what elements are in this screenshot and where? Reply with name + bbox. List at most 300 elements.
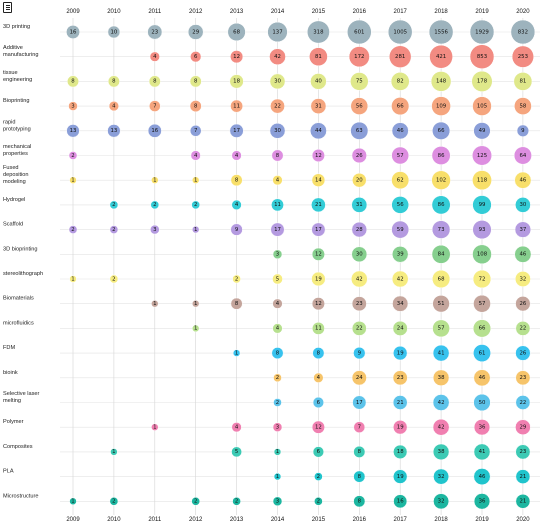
- bubble: [392, 172, 409, 189]
- bubble: [432, 171, 451, 190]
- bubble: [515, 172, 531, 188]
- bubble-value: 1: [71, 177, 75, 184]
- bubble: [473, 97, 492, 116]
- bubble-value: 57: [478, 301, 486, 307]
- bubble: [429, 20, 453, 44]
- bubble: [311, 198, 325, 212]
- bubble: [69, 151, 77, 159]
- bubble-value: 1: [193, 325, 198, 332]
- bubble-value: 72: [478, 276, 486, 283]
- row-label-line: Polymer: [3, 419, 24, 426]
- bubble: [232, 151, 242, 161]
- bubble-value: 22: [519, 325, 527, 332]
- bubble: [67, 124, 80, 137]
- bubble-value: 31: [355, 202, 363, 209]
- bubble: [151, 177, 158, 184]
- bubble: [517, 125, 529, 137]
- bubble: [110, 201, 118, 209]
- bubble: [192, 300, 199, 307]
- bubble-value: 30: [274, 128, 281, 135]
- bubble-value: 13: [110, 128, 118, 135]
- bubble-value: 1: [112, 449, 116, 456]
- row-label: [3, 469, 14, 475]
- bubble-value: 21: [396, 399, 404, 406]
- row-label-line: stereolithograph: [3, 271, 44, 277]
- row-label-line: FDM: [3, 345, 16, 352]
- row-label-line: microfluidics: [3, 320, 34, 327]
- row-label-line: modeling: [3, 179, 26, 186]
- bubble: [313, 347, 324, 358]
- axis-labels: [66, 9, 530, 523]
- row-label-line: Biomaterials: [3, 295, 34, 302]
- bubble: [473, 295, 490, 312]
- bubble-value: 46: [478, 375, 486, 382]
- bubble-value: 17: [274, 226, 281, 233]
- bubble: [389, 46, 411, 68]
- bubble: [190, 125, 201, 136]
- bubble-value: 12: [314, 424, 322, 431]
- year-label-top: 2019: [475, 9, 489, 15]
- bubble-value: 30: [519, 202, 527, 209]
- year-label-top: 2015: [311, 9, 326, 15]
- bubble: [388, 20, 412, 44]
- bubble-value: 1: [234, 350, 239, 357]
- bubble: [151, 424, 158, 431]
- row-label-line: manufacturing: [3, 52, 39, 59]
- bubble: [474, 370, 490, 386]
- bubble-value: 29: [519, 424, 527, 431]
- bubble-value: 7: [193, 128, 198, 135]
- bubble-value: 42: [437, 399, 445, 406]
- bubble: [392, 246, 408, 262]
- bubble: [474, 122, 491, 139]
- bubble: [392, 221, 409, 238]
- bubble-value: 1: [71, 498, 75, 505]
- bubble: [514, 72, 532, 90]
- bubble-value: 56: [355, 103, 363, 110]
- year-label-bottom: 2011: [148, 517, 162, 523]
- bubble: [231, 447, 241, 457]
- bubble: [69, 226, 77, 234]
- bubble: [433, 469, 448, 484]
- bubble: [188, 24, 203, 39]
- bubble: [151, 300, 158, 307]
- bubble: [516, 371, 530, 385]
- bubble: [432, 221, 450, 239]
- bubble: [273, 324, 283, 334]
- row-label: [3, 391, 40, 404]
- bubble-value: 21: [519, 473, 527, 480]
- bubble: [151, 201, 159, 209]
- bubble-value: 19: [396, 350, 404, 357]
- bubble-value: 41: [437, 350, 445, 357]
- bubble: [270, 74, 285, 89]
- bubble: [470, 45, 494, 69]
- bubble-value: 34: [396, 301, 404, 307]
- bubble-value: 3: [71, 103, 75, 110]
- bubble-value: 1: [193, 301, 198, 307]
- row-label: [3, 320, 34, 326]
- bubble: [190, 51, 201, 62]
- bubble-value: 172: [354, 54, 365, 60]
- bubble: [149, 76, 160, 87]
- bubble-value: 39: [396, 251, 404, 258]
- bubble-value: 17: [314, 226, 322, 233]
- bubble: [352, 247, 367, 262]
- bubble-value: 4: [112, 103, 116, 110]
- year-label-top: 2010: [107, 9, 121, 15]
- bubble-value: 2: [193, 498, 198, 505]
- bubble-value: 108: [476, 251, 488, 258]
- bubble: [394, 495, 407, 508]
- bubble: [270, 123, 285, 138]
- bubble: [273, 374, 281, 382]
- bubble: [108, 76, 119, 87]
- bubble: [312, 322, 324, 334]
- bubble: [269, 49, 285, 65]
- bubble: [270, 99, 284, 113]
- bubble: [512, 46, 534, 68]
- year-label-bottom: 2015: [311, 517, 326, 523]
- bubble-value: 3: [275, 498, 280, 505]
- bubble: [352, 222, 367, 237]
- bubble: [392, 147, 409, 164]
- bubble: [433, 419, 449, 435]
- bubble: [232, 200, 242, 210]
- bubble: [110, 497, 118, 505]
- bubble-value: 1: [71, 276, 75, 283]
- bubble: [108, 26, 120, 38]
- bubble-value: 2: [316, 473, 321, 480]
- bubble: [472, 171, 491, 190]
- bubble-value: 12: [314, 152, 322, 159]
- row-label: [3, 419, 24, 425]
- bubble-value: 2: [71, 152, 75, 159]
- bubble: [228, 23, 246, 41]
- row-label-line: properties: [3, 151, 28, 157]
- year-label-top: 2020: [516, 9, 530, 15]
- bubble-value: 81: [314, 54, 322, 60]
- bubble: [230, 124, 244, 138]
- bubble-value: 23: [151, 29, 159, 36]
- bubble: [433, 394, 449, 410]
- bubble-value: 30: [355, 251, 363, 258]
- bubble-value: 8: [193, 78, 198, 85]
- bubble-value: 59: [396, 226, 404, 233]
- bubble-value: 86: [437, 152, 445, 159]
- bubble: [391, 72, 409, 90]
- bubble: [351, 271, 367, 287]
- row-label: [3, 197, 25, 203]
- bubble: [514, 98, 531, 115]
- bubble: [273, 423, 282, 432]
- bubble-value: 10: [110, 29, 118, 36]
- bubble-value: 81: [519, 78, 527, 85]
- bubble-value: 1: [153, 424, 157, 431]
- bubble: [433, 370, 449, 386]
- row-label-line: Fused: [3, 165, 19, 172]
- bubble-value: 68: [233, 29, 241, 36]
- bubble: [474, 444, 490, 460]
- bubble: [473, 220, 492, 239]
- bubble-value: 75: [355, 78, 363, 85]
- bubble: [70, 498, 77, 505]
- bubble-value: 23: [396, 375, 404, 382]
- row-label: [3, 165, 29, 185]
- bubble: [109, 101, 119, 111]
- bubble-value: 8: [193, 103, 198, 110]
- bubble-value: 8: [234, 301, 239, 307]
- bubble: [392, 296, 408, 312]
- year-label-bottom: 2014: [270, 517, 285, 523]
- bubble-value: 46: [478, 473, 486, 480]
- bubble-value: 26: [355, 152, 363, 159]
- bubble: [67, 76, 78, 87]
- bubble: [312, 174, 325, 187]
- bubble: [352, 148, 367, 163]
- bubble-value: 19: [396, 424, 404, 431]
- bubble: [274, 473, 281, 480]
- row-label-line: 3D printing: [3, 24, 31, 30]
- row-label: [3, 98, 29, 104]
- bubble-value: 9: [357, 350, 362, 357]
- bubble-value: 21: [519, 498, 527, 505]
- bubble: [314, 373, 324, 383]
- bubble-value: 32: [437, 473, 445, 480]
- bubble-value: 16: [396, 498, 404, 505]
- bubble-value: 22: [355, 325, 363, 332]
- bubble: [191, 151, 201, 161]
- bubble-value: 1: [193, 177, 198, 184]
- row-label: [3, 222, 23, 228]
- row-label-line: engineering: [3, 76, 33, 83]
- bubble: [314, 473, 322, 481]
- bubble: [516, 321, 530, 335]
- bubble-value: 2: [112, 276, 116, 283]
- bubble-value: 8: [357, 449, 362, 456]
- row-label: [3, 493, 38, 499]
- bubble: [432, 122, 450, 140]
- bubble: [110, 226, 118, 234]
- bubble: [230, 50, 243, 63]
- bubble: [516, 296, 531, 311]
- bubble-value: 6: [316, 449, 321, 456]
- bubble: [433, 494, 448, 509]
- bubble-value: 7: [357, 424, 362, 431]
- bubble-value: 4: [234, 152, 239, 159]
- bubble: [312, 248, 325, 261]
- bubble: [431, 71, 451, 91]
- bubble: [353, 347, 365, 359]
- bubble: [312, 421, 325, 434]
- bubble: [273, 250, 282, 259]
- row-label-line: rapid: [3, 119, 16, 126]
- row-label-line: melting: [3, 398, 22, 404]
- bubble-value: 102: [435, 177, 447, 184]
- row-label-line: Microstructure: [3, 493, 39, 500]
- bubble: [470, 20, 494, 44]
- bubble: [393, 395, 407, 409]
- bubble: [354, 496, 365, 507]
- row-label-line: Additive: [3, 45, 23, 52]
- bubble-value: 5: [234, 449, 239, 456]
- bubble: [393, 470, 407, 484]
- bubble: [312, 297, 325, 310]
- bubble-value: 46: [519, 251, 527, 258]
- bubble-value: 24: [396, 325, 404, 332]
- bubble: [307, 21, 329, 43]
- bubble: [272, 347, 283, 358]
- bubble-value: 49: [478, 128, 486, 135]
- bubble-value: 12: [314, 251, 322, 258]
- bubble: [352, 197, 367, 212]
- bubble-value: 63: [355, 128, 363, 135]
- row-label-line: Selective laser: [3, 391, 40, 397]
- bubble-value: 7: [153, 103, 157, 110]
- bubble: [273, 175, 283, 185]
- bubble-value: 37: [519, 226, 527, 233]
- bubble-value: 178: [476, 78, 488, 85]
- bubble: [312, 223, 326, 237]
- bubble-value: 18: [396, 449, 404, 456]
- bubble-value: 46: [396, 128, 404, 135]
- bubble: [273, 497, 282, 506]
- bubble: [433, 444, 449, 460]
- bubble: [311, 98, 326, 113]
- row-label-line: tissue: [3, 69, 18, 76]
- bubble-value: 137: [272, 29, 283, 36]
- bubble: [391, 97, 409, 115]
- bubble-value: 6: [193, 54, 198, 60]
- row-label: [3, 119, 31, 132]
- bubble: [433, 295, 450, 312]
- bubble-value: 2: [234, 276, 239, 283]
- bubble-value: 46: [519, 177, 527, 184]
- bubble: [150, 52, 160, 62]
- bubble: [393, 371, 407, 385]
- bubble-value: 32: [519, 276, 527, 283]
- bubble: [232, 422, 242, 432]
- bubble: [350, 72, 368, 90]
- bubble: [149, 101, 160, 112]
- bubble: [312, 149, 325, 162]
- bubble-value: 26: [519, 301, 527, 307]
- bubble-value: 8: [357, 498, 362, 505]
- bubble-value: 14: [314, 177, 322, 184]
- bubble: [192, 226, 199, 233]
- bubble-value: 61: [478, 350, 486, 357]
- bubble-value: 44: [314, 128, 322, 135]
- bubble-value: 105: [476, 103, 488, 110]
- bubble: [272, 150, 283, 161]
- bubble-value: 84: [437, 251, 445, 258]
- bubble: [190, 76, 201, 87]
- bubble: [432, 146, 450, 164]
- bubble: [192, 201, 200, 209]
- bubble: [110, 275, 118, 283]
- bubble: [472, 71, 493, 92]
- bubble: [311, 272, 325, 286]
- bubble: [66, 25, 79, 38]
- bubble-value: 4: [153, 54, 157, 60]
- bubble-value: 62: [396, 177, 404, 184]
- bubble-value: 1005: [393, 29, 408, 36]
- bubble-value: 2: [153, 202, 157, 209]
- bubble: [148, 25, 162, 39]
- bubble: [392, 123, 408, 139]
- row-label-line: prototyping: [3, 126, 31, 133]
- row-label: [3, 296, 34, 302]
- bubble: [351, 98, 368, 115]
- bubble-value: 16: [151, 128, 159, 135]
- bubble-value: 23: [355, 301, 363, 307]
- bubble: [231, 224, 243, 236]
- bubble-value: 9: [234, 226, 239, 233]
- row-label-line: mechanical: [3, 144, 32, 150]
- bubble: [272, 274, 282, 284]
- bubble: [392, 271, 408, 287]
- row-label-line: 3D bioprinting: [3, 246, 38, 253]
- bubble-value: 73: [437, 226, 445, 233]
- row-labels: [3, 24, 43, 499]
- bubble-value: 38: [437, 375, 445, 382]
- bubble-value: 82: [396, 78, 404, 85]
- bubble: [516, 346, 531, 361]
- bubble-value: 2: [193, 202, 198, 209]
- bubble: [354, 446, 365, 457]
- bubble-value: 9: [521, 128, 525, 135]
- bubble-value: 93: [478, 226, 486, 233]
- bubble: [233, 350, 240, 357]
- row-label-line: bioink: [3, 369, 18, 376]
- bubble: [314, 497, 322, 505]
- bubble: [352, 371, 367, 386]
- bubble-value: 38: [437, 449, 445, 456]
- bubble-value: 11: [314, 325, 322, 332]
- bubble: [393, 346, 407, 360]
- bubble: [473, 196, 492, 215]
- bubble: [313, 447, 324, 458]
- row-label: [3, 246, 38, 252]
- bubble-value: 8: [357, 473, 362, 480]
- bubble-value: 42: [274, 54, 281, 60]
- gridlines: [60, 18, 540, 515]
- bubble-value: 118: [476, 177, 488, 184]
- bubble-value: 8: [275, 350, 280, 357]
- bubble: [108, 124, 121, 137]
- year-label-top: 2009: [66, 9, 80, 15]
- bubble-value: 2: [71, 226, 75, 233]
- year-label-bottom: 2013: [229, 517, 244, 523]
- bubble-value: 4: [275, 325, 280, 332]
- bubble: [351, 122, 368, 139]
- bubble-value: 421: [435, 54, 447, 60]
- bubble: [230, 100, 242, 112]
- row-label: [3, 345, 15, 351]
- bubble: [432, 196, 450, 214]
- bubble-value: 32: [437, 498, 445, 505]
- row-label: [3, 70, 32, 83]
- bubble-value: 4: [234, 202, 239, 209]
- bubble: [516, 395, 530, 409]
- bubble-value: 42: [355, 276, 363, 283]
- bubble-value: 20: [355, 177, 363, 184]
- bubble: [192, 325, 199, 332]
- bubble: [190, 100, 201, 111]
- bubble: [231, 174, 242, 185]
- row-label-line: Scaffold: [3, 221, 24, 228]
- bubble: [310, 123, 326, 139]
